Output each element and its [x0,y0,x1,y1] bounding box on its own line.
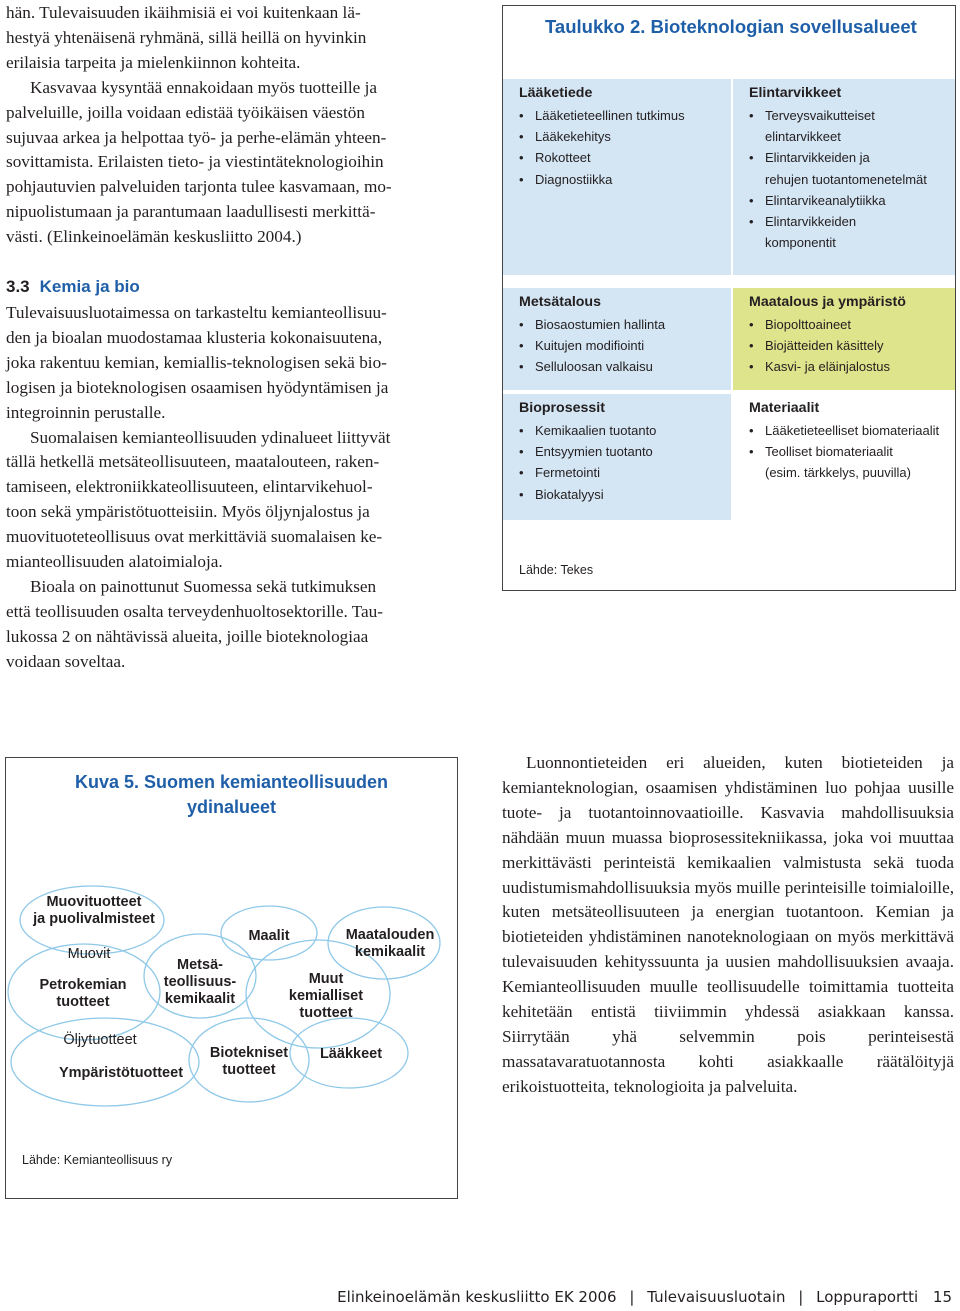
label-muovit [59,946,119,963]
label-line: Lääkkeet [319,1046,383,1062]
paragraph: Suomalaisen kemianteollisuuden ydinalueet liittyvät tällä hetkellä metsäteollisuuteen, maatalouteen, raken- tamiseen, elektroniikkateollisuuteen, elintarvikehuol- toon sekä ympäristötuotteisiin. Myös öljynjalostus ja muovituoteteollisuus ovat merkittäviä suomalaisen ke- mianteollisuuden alatoimialoja. [6,427,391,572]
cell-heading: Bioprosessit [519,400,605,416]
list-item: • Biojätteiden käsittely [749,335,945,356]
right-bottom-text [502,751,954,1100]
list-item-continuation: rehujen tuotantomenetelmät [765,171,927,187]
list-item: • Kemikaalien tuotanto [519,420,721,441]
table-cell-elintarvikkeet [733,79,955,275]
paragraph: Bioala on painottunut Suomessa sekä tutkimuksen että teollisuuden osalta terveydenhuoltosektorille. Tau- lukossa 2 on nähtävissä alueita, joille bioteknologiaa voidaan soveltaa. [6,576,383,671]
cell-list [519,105,721,190]
list-item [749,232,945,253]
section-text [6,301,454,675]
cell-list [749,314,945,378]
figure-label: Kuva 5. [74,772,139,792]
list-item [749,169,945,190]
label-petrokemian [28,977,138,1011]
list-item-continuation: elintarvikkeet [765,129,841,145]
cell-heading: Lääketiede [519,85,593,101]
label-line: Biotekniset [209,1045,289,1061]
label-line: Maalit [248,928,290,944]
label-line: tuotteet [56,994,110,1010]
label-line: tuotteet [222,1062,276,1078]
cell-list [519,314,721,378]
cell-list [749,420,945,484]
left-top-text [6,1,454,250]
table-title [545,16,917,38]
paragraph: hän. Tulevaisuuden ikäihmisiä ei voi kuitenkaan lä- hestyä yhtenäisenä ryhmänä, sillä heillä on hyvinkin erilaisia tarpeita ja mielenkiinnon kohteita. [6,3,367,72]
label-muovituotteet [24,894,164,928]
list-item: • Selluloosan valkaisu [519,356,721,377]
table-cell-bioprosessit [503,394,731,520]
label-ymparistotuotteet [46,1065,196,1082]
list-item: • Elintarvikeanalytiikka [749,190,945,211]
footer-series: Tulevaisuusluotain [647,1288,786,1306]
cell-list [749,105,945,253]
cell-heading: Maatalous ja ympäristö [749,294,906,310]
list-item: • Elintarvikkeiden ja [749,147,945,168]
label-laakkeet [308,1046,394,1063]
label-line: Maatalouden [345,927,435,943]
list-item: • Diagnostiikka [519,169,721,190]
list-item: • Entsyymien tuotanto [519,441,721,462]
label-muut [276,971,376,1022]
label-line: Ympäristötuotteet [58,1065,184,1081]
paragraph: Luonnontieteiden eri alueiden, kuten biotieteiden ja kemianteknologian, osaamisen yhdistäminen luo pohjaa uusille tuote- ja tuotantoinnovaatioille. Kasvavia mahdollisuuksia nähdään muun muassa bioprosessitekniikassa, joka voi muuttaa merkittävästi perinteistä kemikaalien valmistusta sekä tuoda uudistumismahdollisuuksia myös muille perinteisille toimialoille, kuten metsäteollisuuteen ja energian tuotantoon. Kemian ja biotieteiden yhdistäminen nanoteknologiaan on myös merkittävä tulevaisuuden kehityssuunta ja uusien mahdollisuuksien avaaja. Kemianteollisuuden muulle teollisuudelle toimittamia tuotteita kehitetään entistä tiiviimmin yhdessä asiakkaan kanssa. Siirrytään yhä selvemmin pois perinteisestä massatavaratuotannosta kohti asiakkaalle räätälöityjä erikoistuotteita, teknologioita ja palveluita. [502,753,954,1096]
label-oljytuotteet [50,1032,150,1049]
list-item: • Lääketieteellinen tutkimus [519,105,721,126]
figure-5 [5,757,458,1199]
label-line: Muovit [67,946,111,962]
figure-source: Lähde: Kemianteollisuus ry [22,1153,173,1167]
list-item: • Kuitujen modifiointi [519,335,721,356]
section-heading [6,277,140,297]
table-cell-materiaalit [733,394,955,520]
section-title: Kemia ja bio [39,277,140,296]
paragraph: Kasvavaa kysyntää ennakoidaan myös tuotteille ja palveluille, joilla voidaan edistää työikäisen väestön sujuvaa arkea ja helpottaa työ- ja perhe-elämän yhteen- sovittamista. Erilaisten tieto- ja viestintäteknologioihin pohjautuvien palveluiden tarjonta tulee kasvamaan, mo- nipuolistumaan ja parantumaan laadullisesti merkittä- västi. (Elinkeinoelämän keskusliitto 2004.) [6,77,392,247]
list-item: • Biokatalyysi [519,484,721,505]
label-line: kemialliset [288,988,364,1004]
label-maatalous [336,927,444,961]
list-item [749,462,945,483]
label-line: teollisuus- [163,974,237,990]
footer-publisher: Elinkeinoelämän keskusliitto EK 2006 [337,1288,617,1306]
paragraph: Tulevaisuusluotaimessa on tarkasteltu kemianteollisuu- den ja bioalan muodostamaa klusteria kokonaisuutena, joka rakentuu kemian, kemiallis-teknologisen sekä bio- logisen ja bioteknologisen osaamisen hyödyntämisen ja integroinnin perustalle. [6,303,389,422]
list-item: • Elintarvikkeiden [749,211,945,232]
footer-separator: | [798,1288,804,1306]
table-cell-metsatalous [503,288,731,390]
label-line: Muovituotteet [46,894,142,910]
list-item: • Rokotteet [519,147,721,168]
label-line: tuotteet [299,1005,353,1021]
cell-heading: Materiaalit [749,400,820,416]
list-item: • Kasvi- ja eläinjalostus [749,356,945,377]
list-item: • Lääkekehitys [519,126,721,147]
label-line: kemikaalit [164,991,236,1007]
list-item: • Teolliset biomateriaalit [749,441,945,462]
footer-report: Loppuraportti [816,1288,919,1306]
table-2 [502,5,956,591]
list-item: • Fermetointi [519,462,721,483]
table-cell-laaketiede [503,79,731,275]
label-line: Metsä- [177,957,223,973]
cell-list [519,420,721,505]
figure-title-line-2: ydinalueet [186,797,277,817]
list-item-continuation: komponentit [765,235,836,251]
page-footer [337,1288,952,1306]
table-title-text: Bioteknologian sovellusalueet [650,16,917,37]
label-line: ja puolivalmisteet [33,911,155,927]
table-source: Lähde: Tekes [519,563,594,577]
list-item: • Biosaostumien hallinta [519,314,721,335]
label-line: Muut [308,971,344,987]
cell-heading: Metsätalous [519,294,601,310]
table-label: Taulukko 2. [545,16,646,37]
page-number: 15 [932,1288,952,1306]
figure-title-text: Suomen kemianteollisuuden [144,772,389,792]
label-line: Öljytuotteet [63,1032,137,1048]
label-biotekniset [202,1045,296,1079]
list-item: • Biopolttoaineet [749,314,945,335]
list-item: • Lääketieteelliset biomateriaalit [749,420,945,441]
footer-separator: | [629,1288,635,1306]
label-line: kemikaalit [354,944,426,960]
list-item-continuation: (esim. tärkkelys, puuvilla) [765,465,911,481]
cell-heading: Elintarvikkeet [749,85,842,101]
list-item: • Terveysvaikutteiset [749,105,945,126]
list-item [749,126,945,147]
label-metsateollisuus [154,957,246,1008]
table-cell-maatalous [733,288,955,390]
label-line: Petrokemian [39,977,127,993]
label-maalit [236,928,302,945]
section-number: 3.3 [6,277,30,296]
